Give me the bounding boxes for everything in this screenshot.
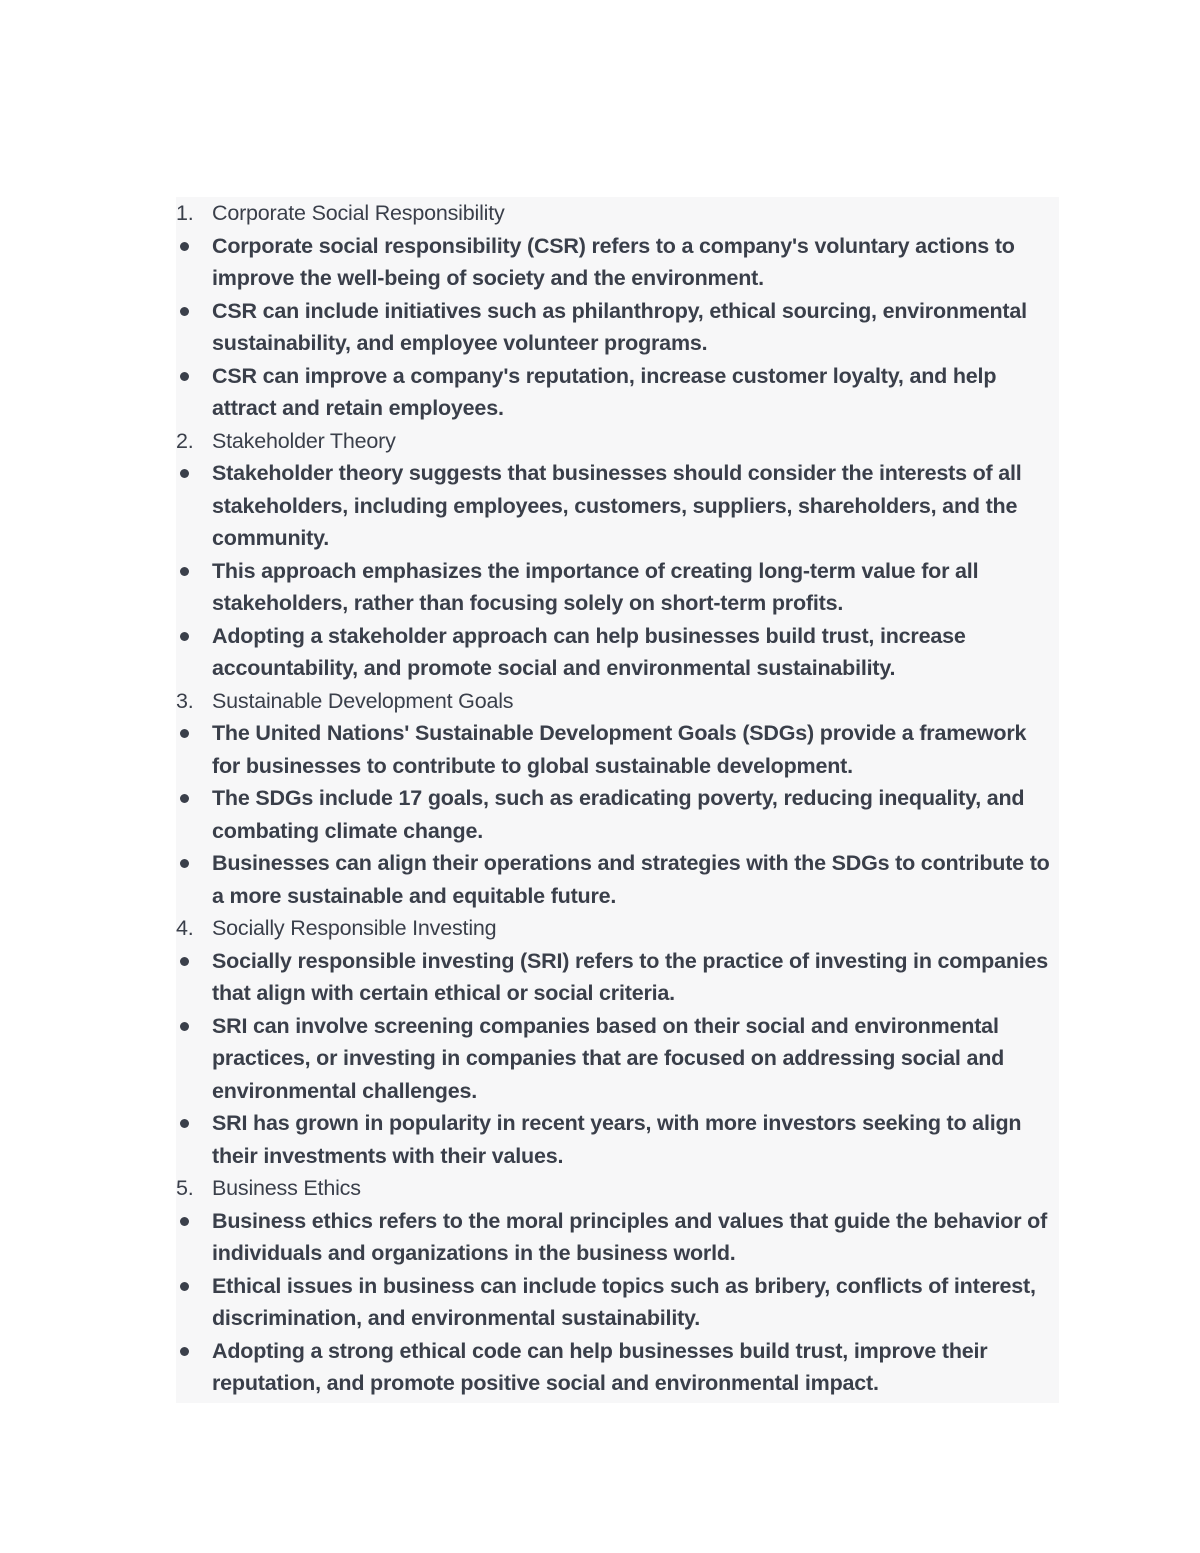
list-item [176,457,1059,555]
list-item [176,295,1059,360]
list-item [176,1335,1059,1400]
section-heading-sdgs [176,685,1059,718]
bullet-icon [180,469,189,478]
bullet-text: The SDGs include 17 goals, such as eradicating poverty, reducing inequality, and combating climate change. [212,786,1025,843]
section-title: Stakeholder Theory [212,428,396,453]
bullet-text: This approach emphasizes the importance of creating long-term value for all stakeholders, rather than focusing solely on short-term profits. [212,558,979,615]
list-item [176,230,1059,295]
bullet-icon [180,729,189,738]
bullet-text: Ethical issues in business can include topics such as bribery, conflicts of interest, discrimination, and environmental sustainability. [212,1273,1036,1330]
list-item [176,847,1059,912]
bullet-text: CSR can include initiatives such as philanthropy, ethical sourcing, environmental sustainability, and employee volunteer programs. [212,298,1027,355]
bullet-icon [180,567,189,576]
bullet-icon [180,242,189,251]
section-title: Socially Responsible Investing [212,916,497,940]
section-title: Sustainable Development Goals [212,688,514,713]
list-item [176,782,1059,847]
document-list [176,197,1059,1400]
bullet-icon [180,1119,189,1128]
list-item [176,1270,1059,1335]
document-content-block [176,197,1059,1403]
section-heading-stakeholder-theory [176,425,1059,458]
bullet-text: Adopting a strong ethical code can help businesses build trust, improve their reputation, and promote positive social and environmental impact. [212,1338,988,1395]
list-item [176,717,1059,782]
list-item [176,1107,1059,1172]
bullet-icon [180,1347,189,1356]
section-number: 5. [176,1176,194,1200]
section-heading-sri [176,912,1059,945]
bullet-text: The United Nations' Sustainable Development Goals (SDGs) provide a framework for businesses to contribute to global sustainable development. [212,721,1027,778]
bullet-text: Corporate social responsibility (CSR) refers to a company's voluntary actions to improve the well-being of society and the environment. [212,233,1015,290]
bullet-text: Businesses can align their operations and strategies with the SDGs to contribute to a more sustainable and equitable future. [212,851,1050,908]
section-number: 1. [176,201,194,225]
bullet-icon [180,1022,189,1031]
list-item [176,1010,1059,1108]
section-number: 4. [176,916,194,940]
section-number: 2. [176,428,194,453]
section-heading-csr [176,197,1059,230]
bullet-text: SRI has grown in popularity in recent years, with more investors seeking to align their investments with their values. [212,1111,1022,1168]
bullet-icon [180,632,189,641]
list-item [176,945,1059,1010]
list-item [176,620,1059,685]
bullet-icon [180,1282,189,1291]
section-number: 3. [176,688,194,713]
section-title: Corporate Social Responsibility [212,201,505,225]
bullet-icon [180,1217,189,1226]
bullet-text: Adopting a stakeholder approach can help businesses build trust, increase accountability, and promote social and environmental sustainability. [212,623,966,680]
bullet-icon [180,859,189,868]
bullet-text: Stakeholder theory suggests that businesses should consider the interests of all stakeholders, including employees, customers, suppliers, shareholders, and the community. [212,461,1022,550]
list-item [176,360,1059,425]
bullet-icon [180,957,189,966]
section-title: Business Ethics [212,1176,361,1200]
bullet-icon [180,372,189,381]
section-heading-business-ethics [176,1172,1059,1205]
bullet-icon [180,307,189,316]
bullet-text: CSR can improve a company's reputation, increase customer loyalty, and help attract and retain employees. [212,363,997,420]
bullet-text: Business ethics refers to the moral principles and values that guide the behavior of individuals and organizations in the business world. [212,1208,1048,1265]
bullet-text: SRI can involve screening companies based on their social and environmental practices, or investing in companies that are focused on addressing social and environmental challenges. [212,1013,1005,1103]
bullet-text: Socially responsible investing (SRI) refers to the practice of investing in companies that align with certain ethical or social criteria. [212,948,1049,1005]
list-item [176,555,1059,620]
list-item [176,1205,1059,1270]
bullet-icon [180,794,189,803]
